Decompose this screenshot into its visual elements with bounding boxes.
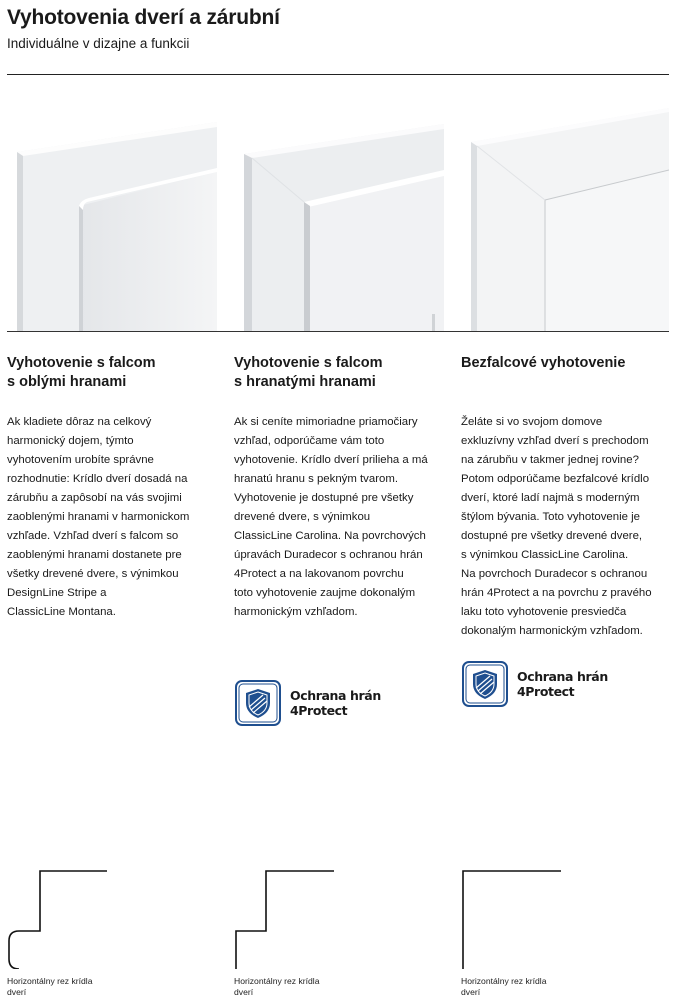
header-divider [7,74,669,75]
profile-square-rebate-diagram [234,869,334,969]
column-body-rounded: Ak kladiete dôraz na celkový harmonický dojem, týmto vyhotovením urobíte správne rozhodnutie: Krídlo dverí dosadá na zárubňu a zapôsobí na vás svojimi zaoblenými hranami v harmonickom vzhľade. Vzhľad dverí s falcom so zaoblenými hranami dostanete pre všetky drevené dvere, s výnimkou DesignLine Stripe a ClassicLine Montana. [7,416,190,618]
profile-caption: Horizontálny rez krídla dverí [7,976,93,997]
badge-label: Ochrana hrán 4Protect [290,688,381,718]
profile-caption: Horizontálny rez krídla dverí [461,976,547,997]
badge-4protect-square [235,680,381,726]
column-heading-square: Vyhotovenie s falcom s hranatými hranami [234,355,383,390]
page-subtitle: Individuálne v dizajne a funkcii [7,36,190,51]
shield-icon [462,661,508,707]
door-edge-photo-rounded [7,96,221,332]
column-heading-flush: Bezfalcové vyhotovenie [461,355,626,371]
column-body-square: Ak si ceníte mimoriadne priamočiary vzhľad, odporúčame vám toto vyhotovenie. Krídlo dverí prilieha a má hranatú hranu s pekným tvarom. Vyhotovenie je dostupné pre všetky drevené dvere, s výnimkou ClassicLine Carolina. Na povrchových úpravách Duradecor s ochranou hrán 4Protect a na lakovanom povrchu toto vyhotovenie zaujme dokonalým harmonickým vzhľadom. [234,416,428,618]
shield-icon [235,680,281,726]
badge-label: Ochrana hrán 4Protect [517,669,608,699]
door-edge-photo-square [234,96,448,332]
column-heading-rounded: Vyhotovenie s falcom s oblými hranami [7,355,156,390]
profile-caption: Horizontálny rez krídla dverí [234,976,320,997]
column-body-flush: Želáte si vo svojom domove exkluzívny vzhľad dverí s prechodom na zárubňu v takmer jednej rovine? Potom odporúčame bezfalcové krídlo dverí, ktoré ladí najmä s moderným štýlom bývania. Toto vyhotovenie je dostupné pre všetky drevené dvere, s výnimkou ClassicLine Carolina. Na povrchoch Duradecor s ochranou hrán 4Protect a na povrchu z pravého laku toto vyhotovenie presviedča dokonalým harmonickým vzhľadom. [461,416,652,637]
profile-flush-diagram [461,869,561,969]
profile-rounded-rebate-diagram [7,869,107,969]
page-title: Vyhotovenia dverí a zárubní [7,6,280,29]
badge-4protect-flush [462,661,608,707]
door-edge-photo-flush [461,96,675,332]
photo-baseline [7,331,669,332]
